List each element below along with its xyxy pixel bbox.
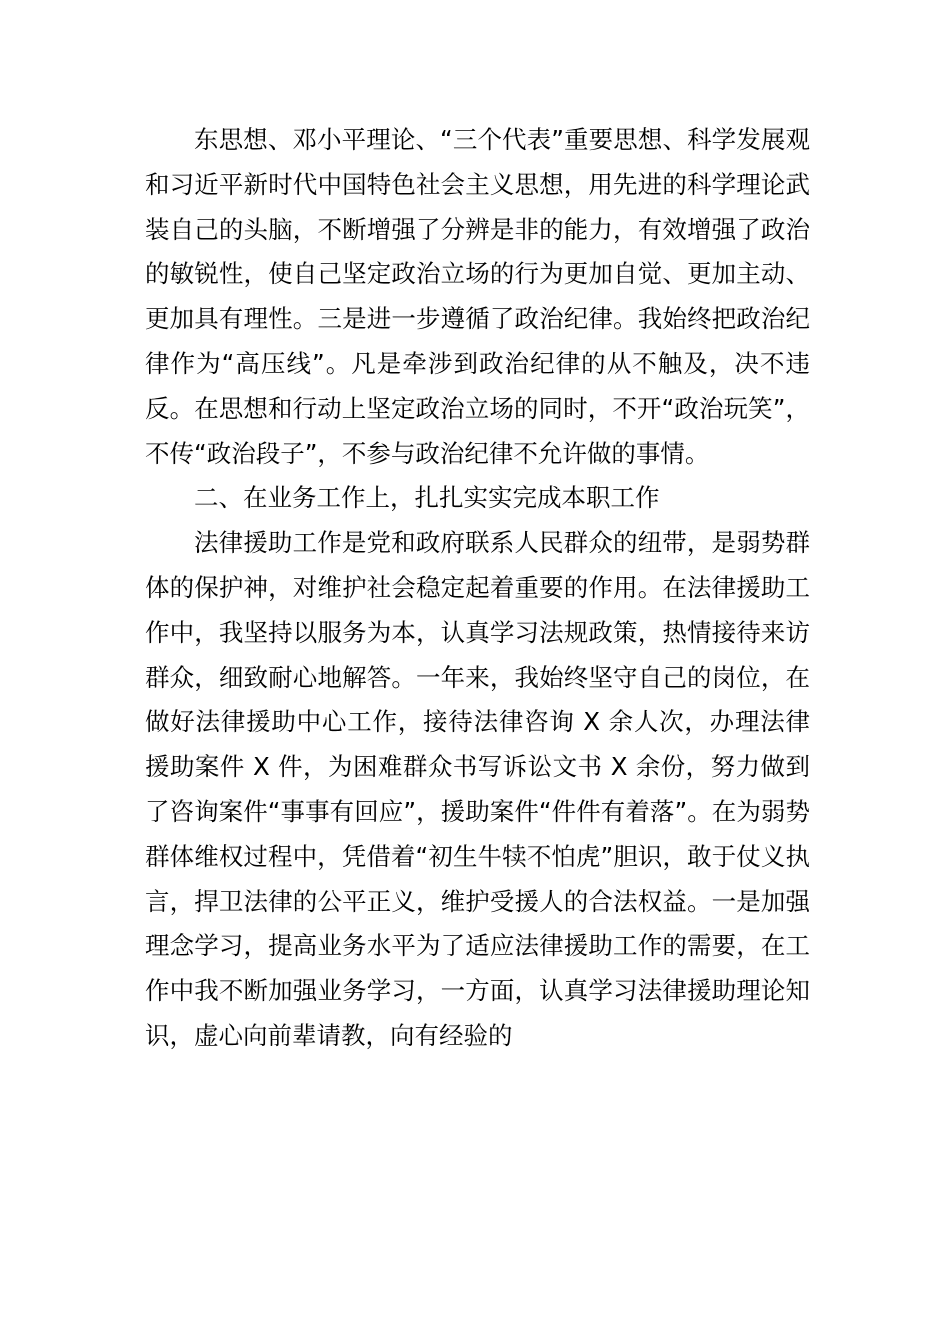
document-body <box>145 118 810 1059</box>
section-heading: 二、在业务工作上，扎扎实实完成本职工作 <box>194 483 660 513</box>
paragraph-1: 东思想、邓小平理论、“三个代表”重要思想、科学发展观和习近平新时代中国特色社会主义思想，用先进的科学理论武装自己的头脑，不断增强了分辨是非的能力，有效增强了政治的敏锐性，使自己坚定政治立场的行为更加自觉、更加主动、更加具有理性。三是进一步遵循了政治纪律。我始终把政治纪律作为“高压线”。凡是牵涉到政治纪律的从不触及，决不违反。在思想和行动上坚定政治立场的同时，不开“政治玩笑”，不传“政治段子”，不参与政治纪律不允许做的事情。 <box>145 125 810 468</box>
paragraph-2: 法律援助工作是党和政府联系人民群众的纽带，是弱势群体的保护神，对维护社会稳定起着重要的作用。在法律援助工作中，我坚持以服务为本，认真学习法规政策，热情接待来访群众，细致耐心地解答。一年来，我始终坚守自己的岗位，在做好法律援助中心工作，接待法律咨询 X 余人次，办理法律援助案件 X 件，为困难群众书写诉讼文书 X 余份，努力做到了咨询案件“事事有回应”，援助案件“件件有着落”。在为弱势群体维权过程中，凭借着“初生牛犊不怕虎”胆识，敢于仗义执言，捍卫法律的公平正义，维护受援人的合法权益。一是加强理念学习，提高业务水平为了适应法律援助工作的需要，在工作中我不断加强业务学习，一方面，认真学习法律援助理论知识，虚心向前辈请教，向有经验的 <box>145 528 810 1050</box>
